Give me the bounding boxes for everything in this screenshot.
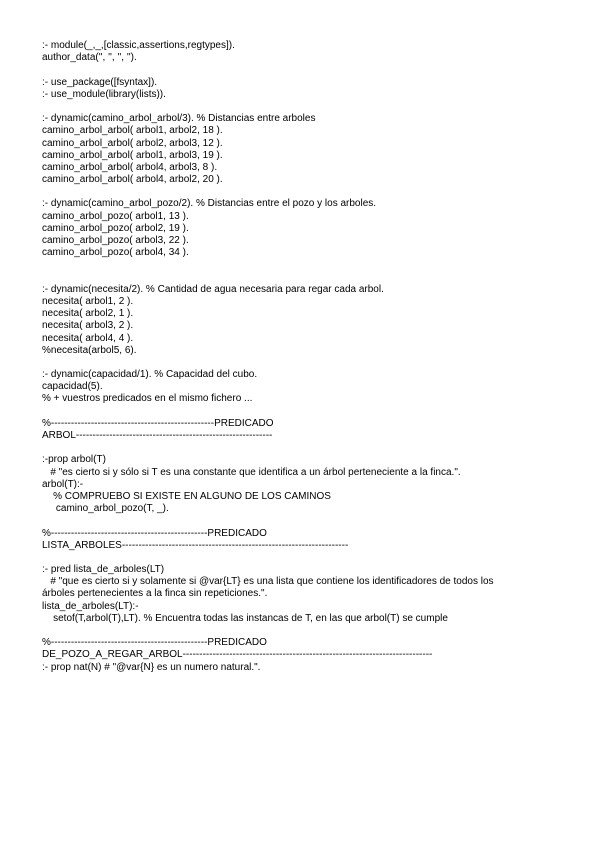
code-line: :- dynamic(capacidad/1). % Capacidad del cubo. xyxy=(42,369,258,381)
code-line: lista_de_arboles(LT):- xyxy=(42,600,139,612)
code-line: necesita( arbol1, 2 ). xyxy=(42,295,134,307)
code-line: capacidad(5). xyxy=(42,381,103,393)
code-line: camino_arbol_pozo( arbol1, 13 ). xyxy=(42,210,189,222)
code-line: camino_arbol_pozo( arbol4, 34 ). xyxy=(42,247,189,259)
code-line: arbol(T):- xyxy=(42,478,84,490)
code-line: :- use_module(library(lists)). xyxy=(42,88,166,100)
code-line: :- prop nat(N) # "@var{N} es un numero natural.". xyxy=(42,661,261,673)
code-line: % COMPRUEBO SI EXISTE EN ALGUNO DE LOS CAMINOS xyxy=(42,490,331,502)
blank-line xyxy=(42,64,562,76)
code-line: :- use_package([fsyntax]). xyxy=(42,76,158,88)
code-line: LISTA_ARBOLES-------------------------------------------------------------------- xyxy=(42,539,349,551)
code-line: # "es cierto si y sólo si T es una constante que identifica a un árbol perteneciente a la finca.". xyxy=(42,466,461,478)
code-line: camino_arbol_arbol( arbol1, arbol2, 18 ). xyxy=(42,125,223,137)
code-line: árboles pertenecientes a la finca sin repeticiones.". xyxy=(42,588,268,600)
document-page xyxy=(42,40,562,674)
code-line: :- dynamic(necesita/2). % Cantidad de agua necesaria para regar cada arbol. xyxy=(42,283,384,295)
code-line: :- dynamic(camino_arbol_pozo/2). % Distancias entre el pozo y los arboles. xyxy=(42,198,377,210)
code-line: ARBOL----------------------------------------------------------- xyxy=(42,430,273,441)
code-line: camino_arbol_arbol( arbol4, arbol2, 20 ). xyxy=(42,174,223,186)
code-line: %-----------------------------------------------PREDICADO xyxy=(42,637,267,649)
blank-line xyxy=(42,625,562,637)
code-line: setof(T,arbol(T),LT). % Encuentra todas las instancas de T, en las que arbol(T) se cumple xyxy=(42,612,448,624)
code-line: camino_arbol_pozo(T, _). xyxy=(42,503,169,515)
code-line: # "que es cierto si y solamente si @var{LT} es una lista que contiene los identificadores de todos los xyxy=(42,576,494,588)
code-line: camino_arbol_arbol( arbol1, arbol3, 19 ). xyxy=(42,149,223,161)
code-line: :-prop arbol(T) xyxy=(42,454,106,466)
code-line: DE_POZO_A_REGAR_ARBOL--------------------------------------------------------------------------- xyxy=(42,649,433,661)
blank-line xyxy=(42,101,562,113)
code-line: :- dynamic(camino_arbol_arbol/3). % Distancias entre arboles xyxy=(42,113,316,125)
code-line: %-----------------------------------------------PREDICADO xyxy=(42,527,267,539)
blank-line xyxy=(42,186,562,198)
blank-line xyxy=(42,552,562,564)
code-line: camino_arbol_pozo( arbol2, 19 ). xyxy=(42,222,189,234)
code-line: camino_arbol_arbol( arbol2, arbol3, 12 ). xyxy=(42,137,223,149)
code-line: :- pred lista_de_arboles(LT) xyxy=(42,564,165,576)
blank-line xyxy=(42,272,562,284)
blank-line xyxy=(42,442,562,454)
code-line: camino_arbol_pozo( arbol3, 22 ). xyxy=(42,235,189,246)
code-line: necesita( arbol2, 1 ). xyxy=(42,308,134,320)
code-line: camino_arbol_arbol( arbol4, arbol3, 8 ). xyxy=(42,161,218,173)
code-line: author_data('', '', '', ''). xyxy=(42,52,137,64)
blank-line xyxy=(42,515,562,527)
code-line: %necesita(arbol5, 6). xyxy=(42,344,137,356)
blank-line xyxy=(42,259,562,271)
code-line: necesita( arbol3, 2 ). xyxy=(42,320,134,332)
blank-line xyxy=(42,357,562,369)
code-line: :- module(_,_,[classic,assertions,regtypes]). xyxy=(42,40,235,51)
code-line: %-------------------------------------------------PREDICADO xyxy=(42,417,274,429)
blank-line xyxy=(42,406,562,418)
code-line: necesita( arbol4, 4 ). xyxy=(42,332,134,344)
code-line: % + vuestros predicados en el mismo fichero ... xyxy=(42,393,253,405)
